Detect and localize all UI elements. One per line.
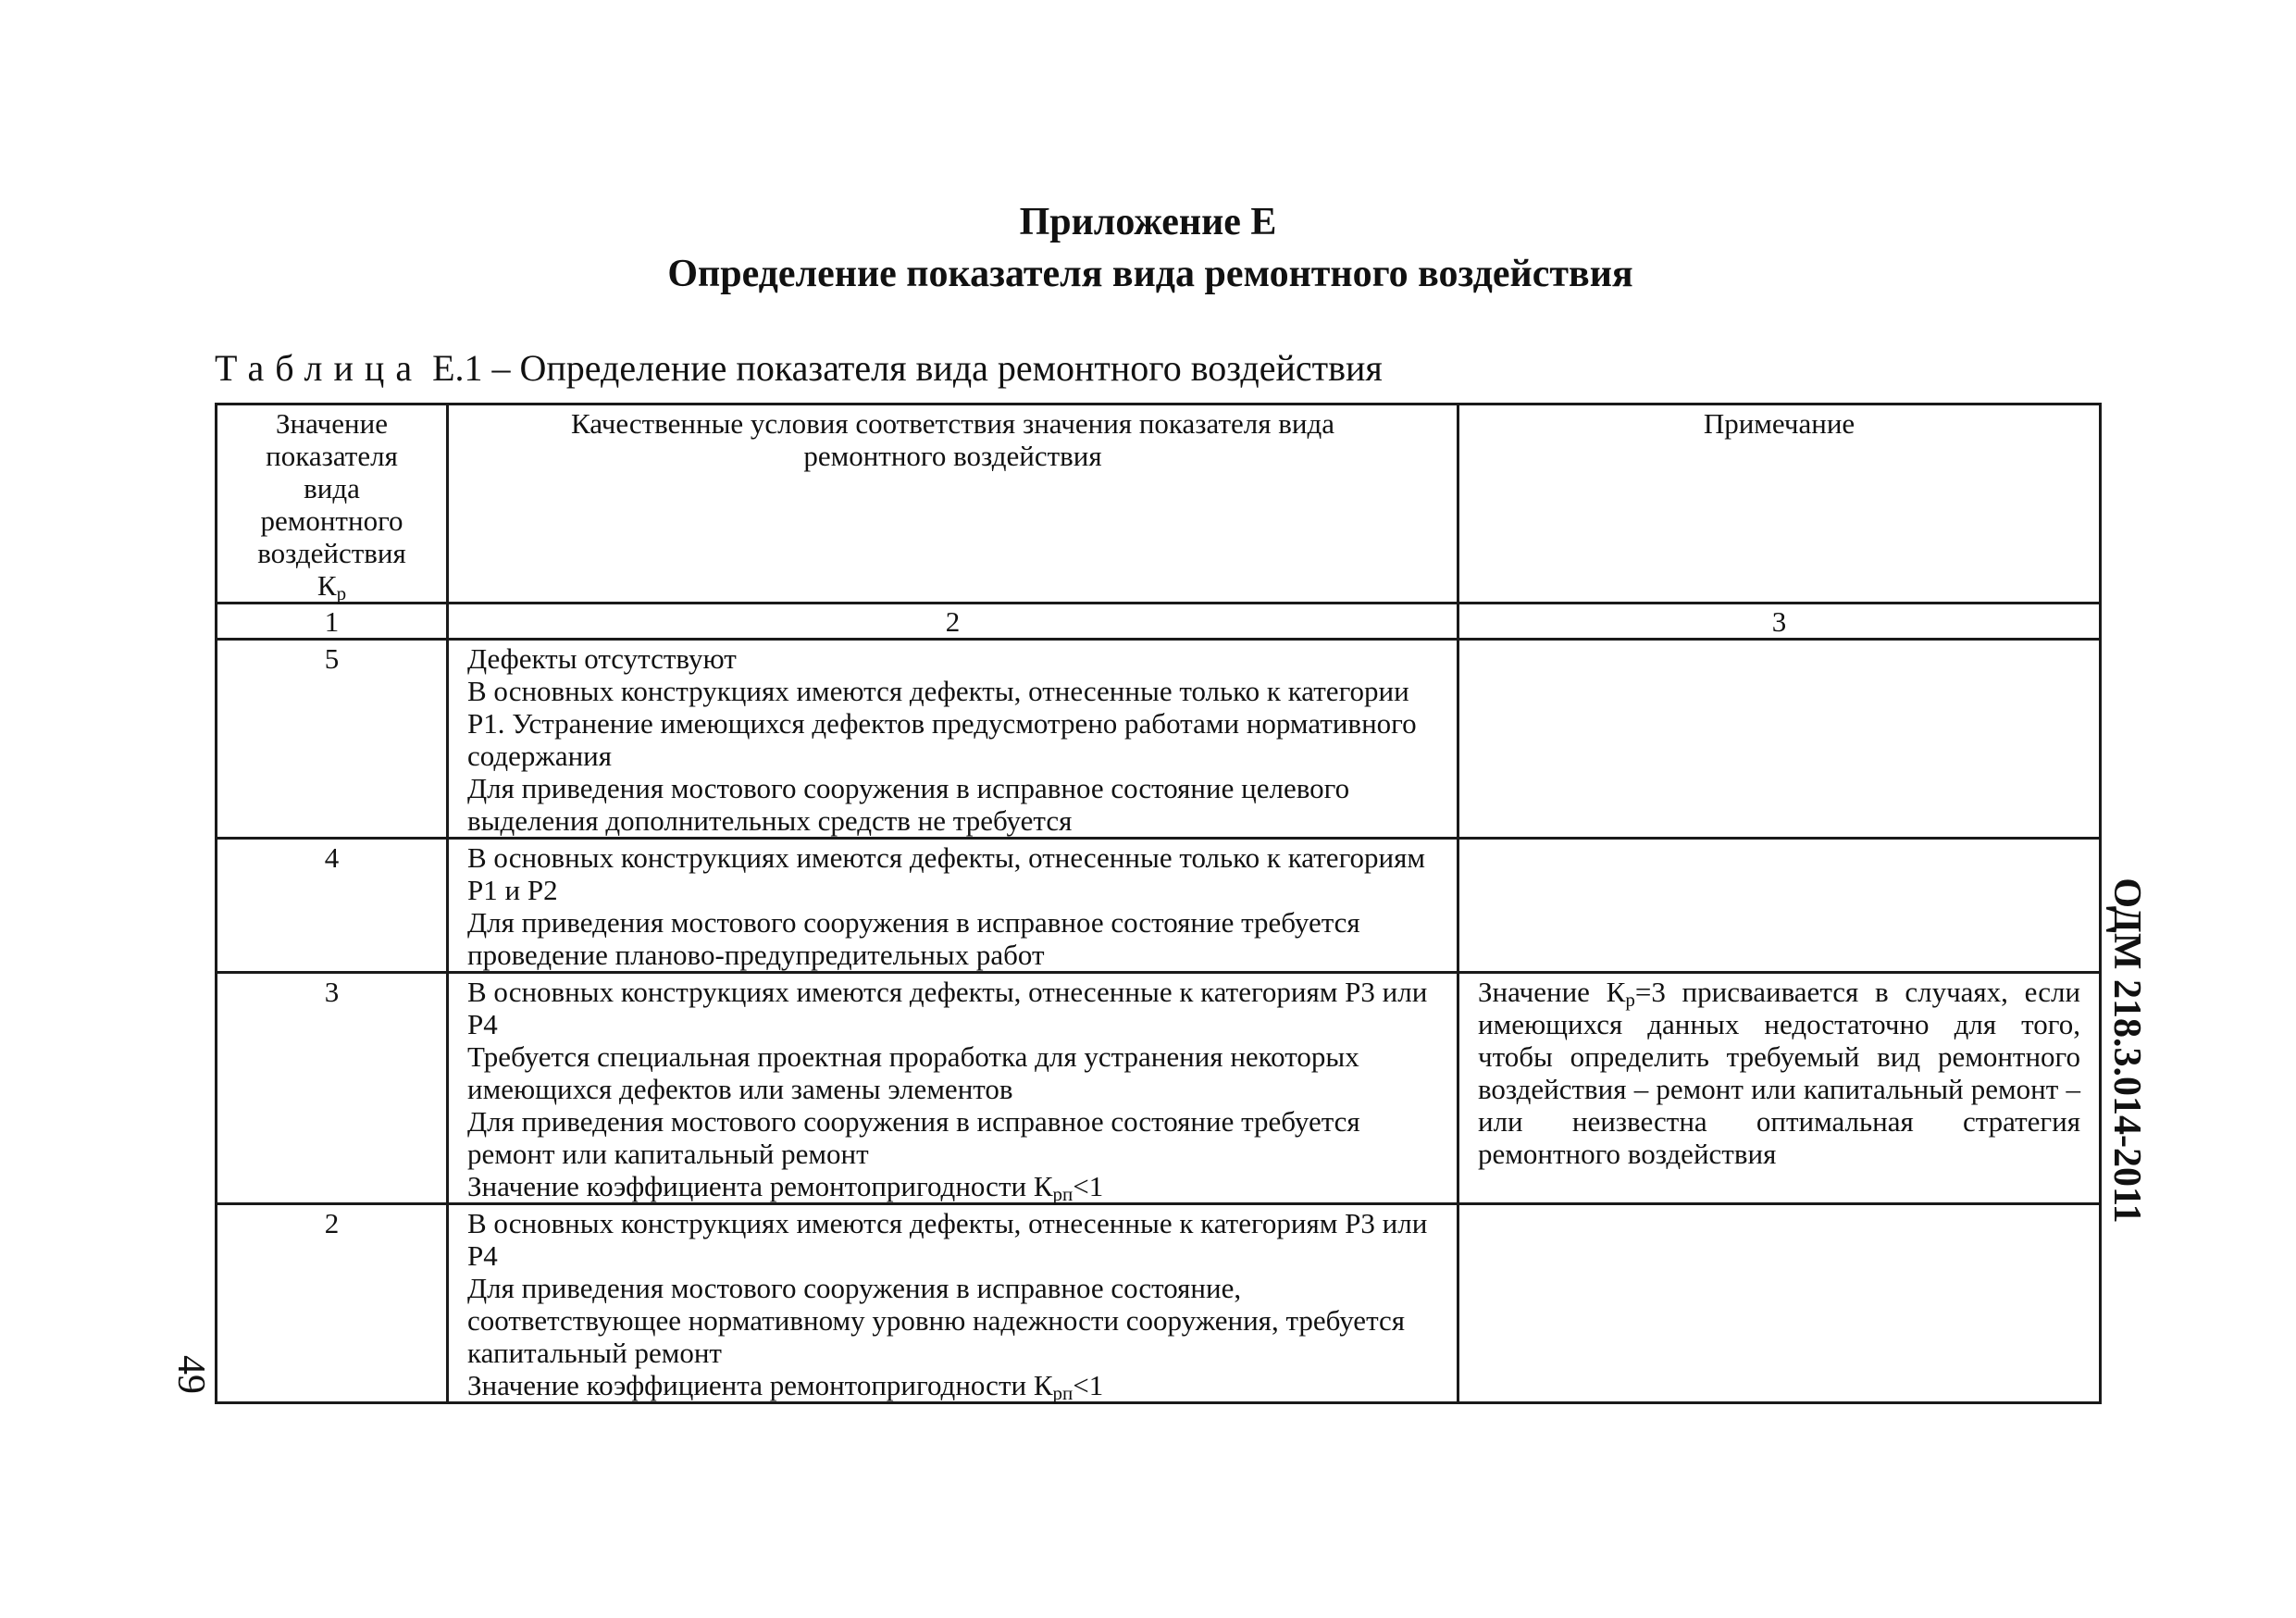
condition-text: В основных конструкциях имеются дефекты, отнесенные только к категории Р1. Устранение имеющихся дефектов предусмотрено работами нормативного содержания [467,675,1417,772]
appendix-subtitle: Определение показателя вида ремонтного воздействия [667,253,1633,295]
table-row [217,1204,2101,1403]
row-note [1458,640,2101,839]
header-value-symbol: $К_р$ [316,569,347,604]
coefficient-condition: Значение коэффициента ремонтопригодности $К_{рп}<1$ [467,1369,1104,1404]
condition-text: Дефекты отсутствуют [467,642,737,675]
column-number-3: 3 [1458,604,2101,640]
row-value: 5 [217,640,448,839]
header-cell-conditions: Качественные условия соответствия значения показателя вида ремонтного воздействия [448,404,1458,604]
row-value: 4 [217,839,448,973]
condition-text: В основных конструкциях имеются дефекты, отнесенные к категориям Р3 или Р4 [467,1207,1428,1272]
row-value: 2 [217,1204,448,1403]
column-number-2: 2 [448,604,1458,640]
row-conditions [448,640,1458,839]
table-row [217,839,2101,973]
row-note [1458,1204,2101,1403]
table-caption [215,346,1383,391]
row-conditions [448,1204,1458,1403]
condition-text: Для приведения мостового сооружения в исправное состояние требуется проведение планово-предупредительных работ [467,906,1360,971]
column-number-1: 1 [217,604,448,640]
repair-index-table [215,403,2102,1404]
condition-text: В основных конструкциях имеются дефекты, отнесенные к категориям Р3 или Р4 [467,976,1428,1040]
document-code: ОДМ 218.3.014-2011 [2105,877,2148,1224]
row-conditions [448,839,1458,973]
condition-text: Для приведения мостового сооружения в исправное состояние, соответствующее нормативному уровню надежности сооружения, требуется капитальный ремонт [467,1272,1406,1369]
appendix-title-block [0,196,2296,300]
page-number: 49 [169,1355,212,1394]
table-row [217,973,2101,1204]
table-row [217,640,2101,839]
coefficient-condition: Значение коэффициента ремонтопригодности $К_{рп}<1$ [467,1170,1104,1205]
table-caption-text: Е.1 – Определение показателя вида ремонтного воздействия [432,347,1383,389]
row-value: 3 [217,973,448,1204]
condition-text: Требуется специальная проектная проработка для устранения некоторых имеющихся дефектов или замены элементов [467,1040,1359,1105]
header-cell-value [217,404,448,604]
condition-text: Для приведения мостового сооружения в исправное состояние целевого выделения дополнительных средств не требуется [467,772,1350,837]
row-conditions [448,973,1458,1204]
header-value-text: Значение показателя вида ремонтного воздействия [257,407,406,569]
table-caption-label: Таблица [215,347,424,389]
condition-text: Для приведения мостового сооружения в исправное состояние требуется ремонт или капитальный ремонт [467,1105,1360,1170]
table-header-row [217,404,2101,604]
condition-text: В основных конструкциях имеются дефекты, отнесенные только к категориям Р1 и Р2 [467,841,1425,906]
row-note [1458,839,2101,973]
header-cell-note: Примечание [1458,404,2101,604]
column-number-row [217,604,2101,640]
appendix-title: Приложение Е [1019,201,1277,243]
row-note: Значение $К_р=3$ присваивается в случаях, если имеющихся данных недостаточно для того, чтобы определить требуемый вид ремонтного воздействия – ремонт или капитальный ремонт – или неизвестна оптимальная стратегия ремонтного воздействия [1458,973,2101,1204]
